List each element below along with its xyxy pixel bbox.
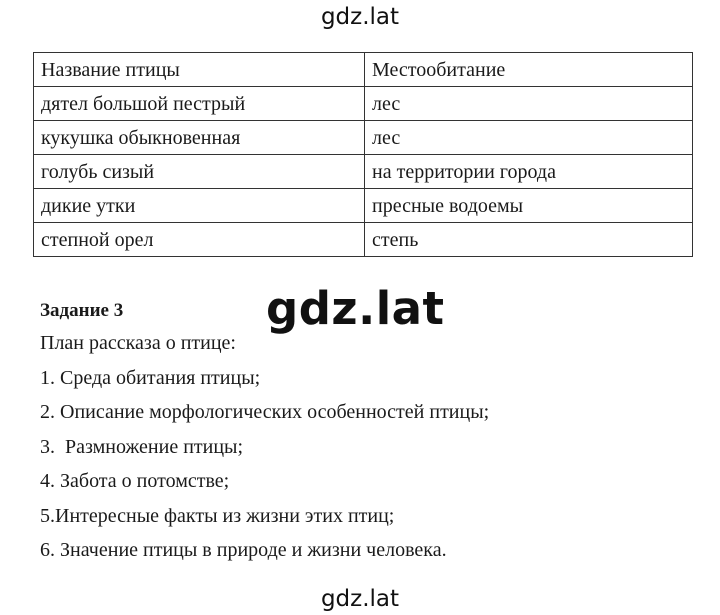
table-row [34,223,693,257]
plan-item: 1. Среда обитания птицы; [40,366,261,389]
plan-item: 2. Описание морфологических особенностей птицы; [40,401,490,423]
task-intro: План рассказа о птице: [40,332,236,354]
bird-name-cell: дятел большой пестрый [34,87,365,121]
task-3-section [40,296,489,568]
watermark-middle: gdz.lat [266,282,445,335]
table-row [34,121,693,155]
bird-name-cell: голубь сизый [34,155,365,189]
table-row [34,87,693,121]
habitat-cell: пресные водоемы [365,189,693,223]
plan-item: 6. Значение птицы в природе и жизни человека. [40,539,447,561]
plan-item: 5.Интересные факты из жизни этих птиц; [40,504,395,527]
habitat-cell: лес [365,121,693,155]
header-habitat: Местообитание [365,53,693,87]
table-row [34,155,693,189]
bird-name-cell: кукушка обыкновенная [34,121,365,155]
birds-habitat-table [33,52,693,257]
habitat-cell: на территории города [365,155,693,189]
task-title: Задание 3 [40,300,124,321]
plan-item: 3. Размножение птицы; [40,435,244,458]
table-row [34,189,693,223]
habitat-cell: лес [365,87,693,121]
habitat-cell: степь [365,223,693,257]
table-header-row [34,53,693,87]
header-bird-name: Название птицы [34,53,365,87]
watermark-top: gdz.lat [320,4,400,30]
bird-name-cell: степной орел [34,223,365,257]
watermark-bottom: gdz.lat [320,586,400,612]
plan-item: 4. Забота о потомстве; [40,470,230,492]
bird-name-cell: дикие утки [34,189,365,223]
